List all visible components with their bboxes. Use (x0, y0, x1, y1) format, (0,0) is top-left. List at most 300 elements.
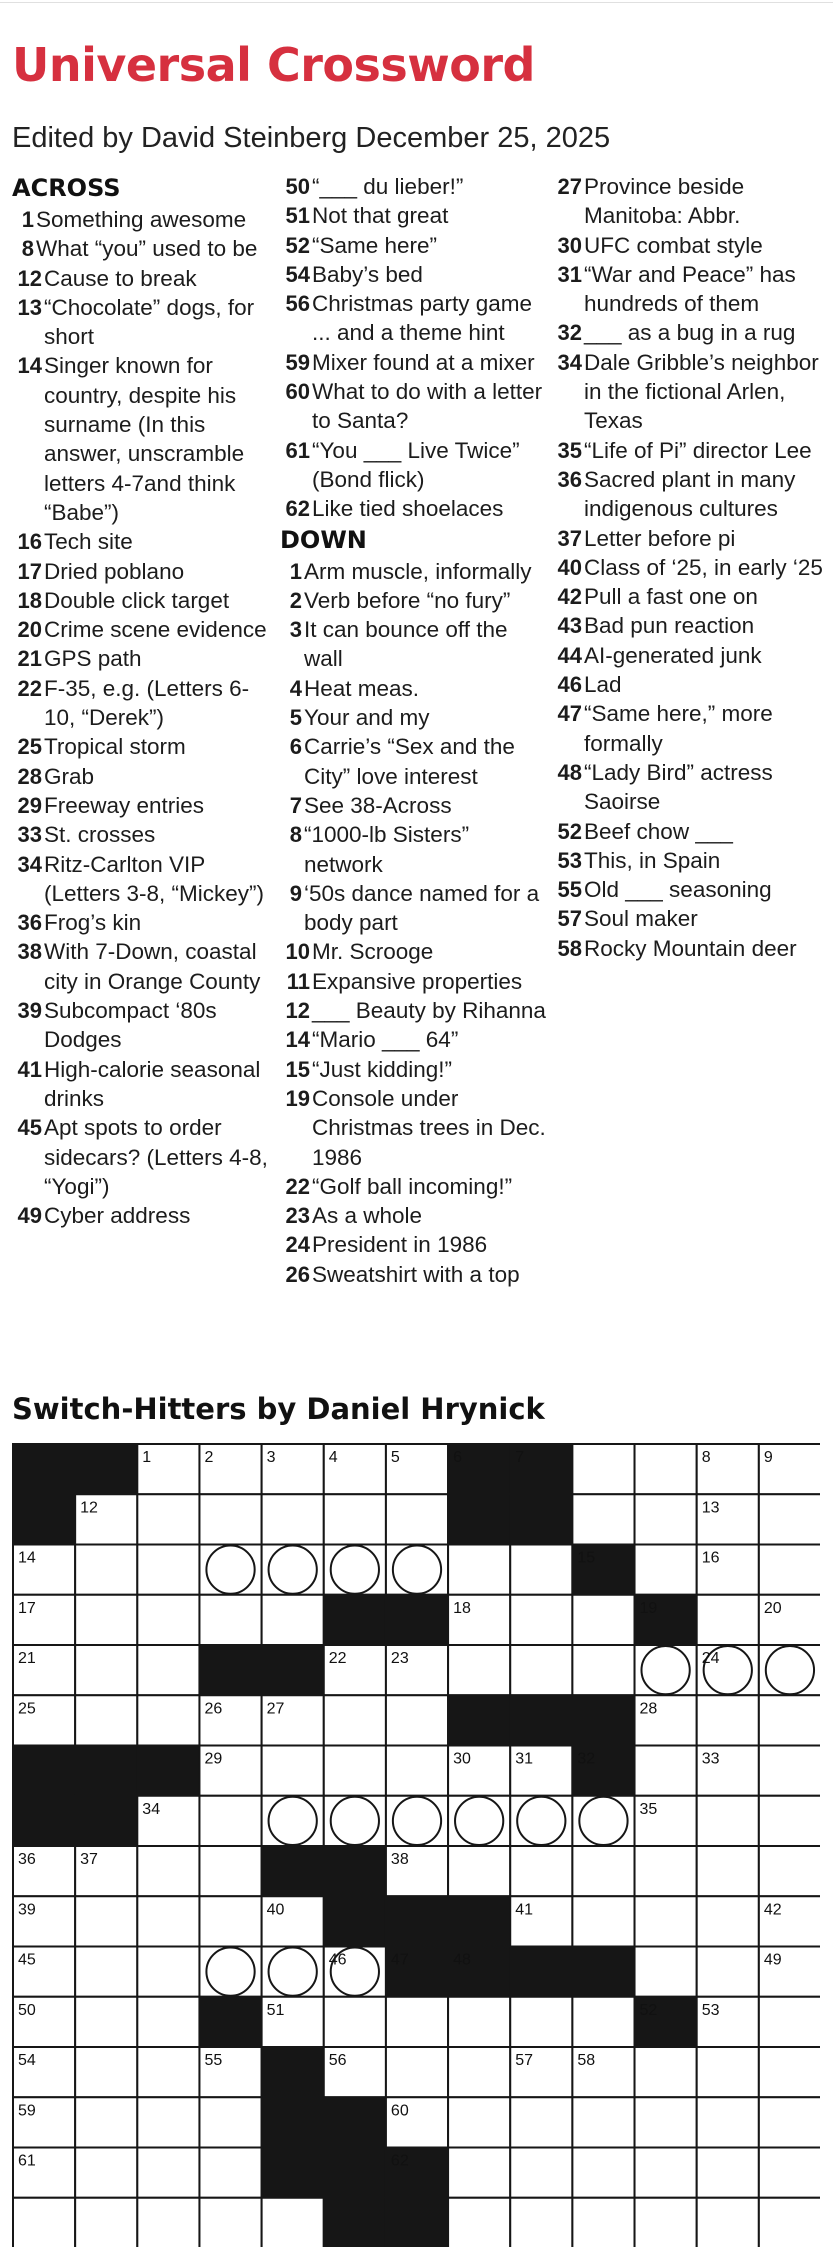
grid-cell[interactable] (635, 2047, 697, 2097)
clue-number: 34 (17, 851, 42, 877)
cell-number: 52 (639, 2001, 658, 2019)
grid-cell[interactable] (759, 2148, 820, 2198)
down-clue[interactable] (280, 674, 552, 703)
grid-cell[interactable] (635, 2148, 697, 2198)
across-clue[interactable] (280, 494, 552, 523)
clue-text: High-calorie seasonal drinks (44, 1056, 261, 1111)
grid-cell[interactable] (697, 2097, 759, 2147)
across-clue[interactable] (12, 996, 280, 1055)
down-clue[interactable] (280, 967, 552, 996)
grid-cell[interactable] (262, 1595, 324, 1645)
clue-text: Mr. Scrooge (312, 939, 434, 965)
across-clue[interactable] (12, 791, 280, 820)
grid-cell[interactable] (759, 1494, 820, 1544)
cell-number: 55 (204, 2052, 223, 2069)
clue-text: Christmas party game ... and a theme hint (312, 291, 533, 346)
grid-cell[interactable] (759, 1796, 820, 1846)
grid-cell[interactable] (697, 1695, 759, 1745)
across-clue[interactable] (12, 264, 280, 293)
down-clue[interactable] (552, 875, 827, 904)
grid-cell[interactable] (635, 1947, 697, 1997)
grid-cell[interactable] (262, 1796, 324, 1846)
grid-cell[interactable] (199, 1545, 261, 1595)
down-clue[interactable] (552, 436, 827, 465)
clue-number: 12 (285, 998, 310, 1024)
clue-number: 14 (285, 1027, 310, 1053)
grid-cell[interactable] (386, 2047, 448, 2097)
grid-cell[interactable] (697, 1896, 759, 1946)
down-clue[interactable] (280, 1172, 552, 1201)
grid-cell[interactable] (137, 1545, 199, 1595)
clue-text: Sweatshirt with a top (312, 1261, 520, 1287)
down-clue[interactable] (552, 553, 827, 582)
down-clue[interactable] (280, 586, 552, 615)
top-divider (0, 2, 833, 3)
clue-number: 35 (557, 437, 582, 463)
clue-number: 39 (17, 998, 42, 1024)
grid-cell[interactable] (386, 1494, 448, 1544)
across-clue[interactable] (280, 348, 552, 377)
grid-cell[interactable] (199, 2148, 261, 2198)
grid-cell[interactable] (137, 1846, 199, 1896)
cell-number: 59 (18, 2102, 36, 2120)
cell-number: 28 (639, 1700, 658, 1718)
clue-number: 41 (17, 1056, 42, 1082)
grid-cell[interactable] (572, 1997, 634, 2047)
grid-cell[interactable] (448, 2047, 510, 2097)
clue-text: Province beside Manitoba: Abbr. (584, 174, 745, 229)
grid-cell[interactable] (635, 1444, 697, 1494)
grid-cell[interactable] (75, 2198, 137, 2247)
down-clue[interactable] (280, 703, 552, 732)
grid-cell[interactable] (759, 1545, 820, 1595)
down-clue[interactable] (552, 465, 827, 524)
down-clue[interactable] (552, 904, 827, 933)
grid-cell[interactable] (572, 2198, 634, 2247)
clue-text: With 7-Down, coastal city in Orange County (44, 939, 261, 994)
clue-number: 23 (285, 1203, 310, 1229)
grid-cell[interactable] (448, 2198, 510, 2247)
grid-cell[interactable] (137, 1997, 199, 2047)
clue-number: 21 (17, 646, 42, 672)
across-clue[interactable] (12, 586, 280, 615)
clue-number: 9 (289, 880, 302, 906)
down-clue[interactable] (552, 348, 827, 436)
clue-text: “___ du lieber!” (312, 174, 464, 199)
clue-text: Arm muscle, informally (304, 558, 532, 584)
grid-cell[interactable] (572, 1796, 634, 1846)
grid-cell[interactable] (572, 1846, 634, 1896)
cell-number: 42 (763, 1901, 782, 1919)
clue-number: 7 (289, 792, 302, 818)
grid-cell[interactable] (75, 1595, 137, 1645)
down-clue[interactable] (280, 996, 552, 1025)
cell-number: 38 (390, 1851, 409, 1868)
down-clue[interactable] (280, 820, 552, 879)
grid-cell[interactable] (510, 1846, 572, 1896)
clue-number: 48 (557, 759, 582, 785)
grid-cell[interactable] (510, 1545, 572, 1595)
across-clue[interactable] (12, 1201, 280, 1230)
grid-cell[interactable] (697, 1796, 759, 1846)
cell-number: 61 (18, 2152, 36, 2170)
cell-number: 14 (18, 1549, 36, 1567)
black-square (386, 1896, 448, 1946)
cell-number: 21 (18, 1650, 36, 1667)
clue-number: 45 (17, 1115, 42, 1141)
grid-cell[interactable] (697, 1846, 759, 1896)
down-clue[interactable] (552, 172, 827, 231)
across-clue[interactable] (280, 377, 552, 436)
grid-cell[interactable] (75, 1896, 137, 1946)
grid-cell[interactable] (324, 1545, 386, 1595)
grid-cell[interactable] (759, 1695, 820, 1745)
cell-number: 30 (453, 1750, 471, 1768)
black-square (13, 1444, 75, 1494)
clue-text: Soul maker (584, 906, 698, 932)
clue-number: 8 (21, 236, 34, 262)
grid-cell[interactable] (199, 1896, 261, 1946)
grid-cell[interactable] (199, 1494, 261, 1544)
down-clue[interactable] (552, 524, 827, 553)
grid-cell[interactable] (448, 2097, 510, 2147)
grid-cell[interactable] (386, 1746, 448, 1796)
grid-cell[interactable] (137, 2047, 199, 2097)
across-clue[interactable] (12, 937, 280, 996)
grid-cell[interactable] (759, 1645, 820, 1695)
clue-number: 43 (557, 613, 582, 639)
clue-number: 55 (557, 877, 582, 903)
grid-cell[interactable] (324, 1494, 386, 1544)
clue-text: Cyber address (44, 1203, 191, 1229)
grid-cell[interactable] (572, 2097, 634, 2147)
grid-cell[interactable] (635, 2198, 697, 2247)
down-clue[interactable] (552, 817, 827, 846)
cell-number: 9 (763, 1449, 773, 1466)
clue-text: ___ as a bug in a rug (584, 320, 796, 346)
across-clue[interactable] (280, 231, 552, 260)
clue-text: Subcompact ‘80s Dodges (44, 998, 217, 1053)
grid-cell[interactable] (75, 2097, 137, 2147)
clue-text: Letter before pi (584, 525, 736, 551)
down-clue[interactable] (552, 670, 827, 699)
grid-cell[interactable] (572, 1494, 634, 1544)
black-square (262, 2047, 324, 2097)
grid-cell[interactable] (199, 1595, 261, 1645)
grid-cell[interactable] (448, 1796, 510, 1846)
clue-text: Grab (44, 763, 95, 789)
clue-number: 58 (557, 935, 582, 961)
grid-cell[interactable] (697, 2198, 759, 2247)
cell-number: 36 (18, 1851, 36, 1868)
grid-cell[interactable] (137, 1494, 199, 1544)
cell-number: 1 (142, 1449, 152, 1466)
across-clue[interactable] (12, 674, 280, 733)
across-clue[interactable] (280, 201, 552, 230)
cell-number: 2 (204, 1449, 214, 1466)
down-clue[interactable] (280, 557, 552, 586)
grid-cell[interactable] (510, 2148, 572, 2198)
down-clue[interactable] (552, 758, 827, 817)
down-clue[interactable] (280, 791, 552, 820)
clue-text: Apt spots to order sidecars? (Letters 4-8, “Yogi”) (44, 1115, 268, 1199)
grid-cell[interactable] (137, 1896, 199, 1946)
grid-cell[interactable] (635, 2097, 697, 2147)
grid-cell[interactable] (635, 1494, 697, 1544)
clue-text: Dale Gribble’s neighbor in the fictional Arlen, Texas (584, 349, 819, 434)
grid-cell[interactable] (386, 1545, 448, 1595)
down-clue[interactable] (552, 260, 827, 319)
down-clue[interactable] (552, 318, 827, 347)
black-square (386, 2198, 448, 2247)
grid-cell[interactable] (386, 1695, 448, 1745)
grid-cell[interactable] (448, 1645, 510, 1695)
down-clue[interactable] (280, 1025, 552, 1054)
clue-number: 57 (557, 906, 582, 932)
clue-text: Tropical storm (44, 734, 186, 760)
grid-cell[interactable] (510, 1796, 572, 1846)
grid-cell[interactable] (448, 1846, 510, 1896)
clue-text: Carrie’s “Sex and the City” love interest (304, 734, 515, 789)
down-clue[interactable] (280, 879, 552, 938)
clue-text: “Lady Bird” actress Saoirse (584, 759, 773, 815)
across-clue[interactable] (12, 1113, 280, 1201)
grid-cell[interactable] (510, 1595, 572, 1645)
grid-cell[interactable] (697, 2047, 759, 2097)
clue-text: Heat meas. (304, 675, 420, 701)
grid-cell[interactable] (75, 1545, 137, 1595)
grid-cell[interactable] (137, 2097, 199, 2147)
grid-cell[interactable] (572, 1896, 634, 1946)
grid-cell[interactable] (324, 1796, 386, 1846)
grid-cell[interactable] (386, 1796, 448, 1846)
down-clue[interactable] (552, 611, 827, 640)
grid-cell[interactable] (199, 2097, 261, 2147)
clue-text: Frog’s kin (44, 910, 142, 936)
clue-text: Lad (584, 672, 622, 698)
cell-number: 26 (204, 1700, 223, 1718)
clue-number: 38 (17, 939, 42, 965)
grid-cell[interactable] (262, 1545, 324, 1595)
black-square (75, 1444, 137, 1494)
grid-cell[interactable] (510, 1997, 572, 2047)
cell-number: 15 (577, 1549, 596, 1567)
down-clue[interactable] (280, 732, 552, 791)
black-square (324, 1846, 386, 1896)
grid-cell[interactable] (572, 1444, 634, 1494)
across-clue[interactable] (12, 557, 280, 586)
cell-number: 22 (328, 1650, 347, 1667)
grid-cell[interactable] (137, 1947, 199, 1997)
clue-text: Tech site (44, 529, 133, 555)
grid-cell[interactable] (75, 1997, 137, 2047)
clue-number: 13 (17, 294, 42, 320)
across-clue[interactable] (280, 436, 552, 495)
clue-number: 51 (285, 203, 310, 229)
cell-number: 41 (515, 1901, 534, 1919)
clue-number: 5 (289, 705, 302, 731)
clue-number: 62 (285, 496, 310, 522)
grid-cell[interactable] (199, 1846, 261, 1896)
down-clue[interactable] (280, 1055, 552, 1084)
grid-cell[interactable] (75, 1947, 137, 1997)
grid-cell[interactable] (13, 2198, 75, 2247)
clue-text: “Mario ___ 64” (312, 1027, 459, 1053)
grid-cell[interactable] (262, 1746, 324, 1796)
grid-cell[interactable] (75, 2148, 137, 2198)
clue-text: “Same here” (312, 232, 438, 258)
cell-number: 3 (266, 1449, 276, 1466)
clue-number: 18 (17, 587, 42, 613)
black-square (510, 1695, 572, 1745)
grid-cell[interactable] (635, 1846, 697, 1896)
grid-cell[interactable] (759, 1846, 820, 1896)
across-clue[interactable] (12, 732, 280, 761)
grid-cell[interactable] (262, 1494, 324, 1544)
across-clue[interactable] (280, 260, 552, 289)
grid-cell[interactable] (697, 1947, 759, 1997)
cell-number: 33 (701, 1750, 720, 1768)
cell-number: 25 (18, 1700, 36, 1718)
cell-number: 48 (453, 1951, 471, 1969)
across-clue[interactable] (12, 644, 280, 673)
clue-number: 59 (285, 349, 310, 375)
clue-text: Like tied shoelaces (312, 496, 504, 522)
grid-cell[interactable] (510, 2097, 572, 2147)
grid-cell[interactable] (324, 1746, 386, 1796)
cell-number: 6 (453, 1449, 462, 1466)
grid-cell[interactable] (572, 2148, 634, 2198)
down-clue[interactable] (552, 699, 827, 758)
across-clue[interactable] (12, 850, 280, 909)
grid-cell[interactable] (759, 1746, 820, 1796)
grid-cell[interactable] (448, 2148, 510, 2198)
across-clue[interactable] (12, 234, 280, 263)
across-clue[interactable] (12, 908, 280, 937)
clue-text: As a whole (312, 1203, 423, 1229)
grid-cell[interactable] (635, 1896, 697, 1946)
grid-cell[interactable] (75, 1645, 137, 1695)
across-clue[interactable] (12, 527, 280, 556)
black-square (324, 1896, 386, 1946)
clue-number: 12 (17, 265, 42, 291)
grid-cell[interactable] (137, 1595, 199, 1645)
grid-cell[interactable] (635, 1545, 697, 1595)
across-clue[interactable] (12, 351, 280, 527)
down-clue[interactable] (552, 846, 827, 875)
grid-cell[interactable] (75, 2047, 137, 2097)
grid-cell[interactable] (697, 2148, 759, 2198)
grid-cell[interactable] (572, 1645, 634, 1695)
clue-number: 22 (17, 675, 42, 701)
grid-cell[interactable] (759, 2097, 820, 2147)
clue-number: 10 (285, 939, 310, 965)
grid-cell[interactable] (137, 2148, 199, 2198)
down-clue[interactable] (552, 582, 827, 611)
clue-number: 27 (557, 174, 582, 199)
grid-cell[interactable] (199, 1796, 261, 1846)
down-clue[interactable] (552, 934, 827, 963)
grid-cell[interactable] (448, 1997, 510, 2047)
black-square (13, 1796, 75, 1846)
grid-cell[interactable] (262, 1947, 324, 1997)
across-clue[interactable] (12, 820, 280, 849)
cell-number: 18 (453, 1599, 471, 1617)
black-square (448, 1695, 510, 1745)
across-clue[interactable] (12, 762, 280, 791)
grid-cell[interactable] (199, 1947, 261, 1997)
grid-cell[interactable] (199, 2198, 261, 2247)
clue-text: “Just kidding!” (312, 1056, 453, 1082)
grid-cell[interactable] (759, 2047, 820, 2097)
clue-number: 34 (557, 349, 582, 375)
down-heading: DOWN (280, 525, 367, 554)
clue-number: 4 (289, 675, 302, 701)
clue-text: ___ Beauty by Rihanna (312, 998, 546, 1024)
grid-cell[interactable] (75, 1695, 137, 1745)
grid-cell[interactable] (448, 1545, 510, 1595)
down-clue[interactable] (280, 1201, 552, 1230)
down-clue[interactable] (280, 1260, 552, 1289)
grid-cell[interactable] (137, 2198, 199, 2247)
grid-cell[interactable] (635, 1645, 697, 1695)
grid-cell[interactable] (759, 2198, 820, 2247)
black-square (75, 1796, 137, 1846)
clue-text: Something awesome (36, 207, 247, 232)
down-clue[interactable] (280, 937, 552, 966)
cell-number: 12 (80, 1499, 98, 1517)
grid-cell[interactable] (324, 1997, 386, 2047)
across-clue[interactable] (12, 1055, 280, 1114)
down-clue[interactable] (280, 1084, 552, 1172)
clue-text: What to do with a letter to Santa? (312, 379, 543, 434)
grid-cell[interactable] (137, 1695, 199, 1745)
down-clue[interactable] (552, 231, 827, 260)
clue-number: 36 (17, 910, 42, 936)
clue-text: Expansive properties (312, 968, 523, 994)
across-clue[interactable] (280, 172, 552, 201)
black-square (262, 1846, 324, 1896)
cell-number: 47 (390, 1951, 409, 1969)
clue-number: 46 (557, 672, 582, 698)
across-clue[interactable] (280, 289, 552, 348)
down-clue[interactable] (280, 615, 552, 674)
grid-cell[interactable] (324, 1695, 386, 1745)
grid-cell[interactable] (510, 2198, 572, 2247)
grid-cell[interactable] (137, 1645, 199, 1695)
cell-number: 50 (18, 2001, 36, 2019)
grid-cell[interactable] (510, 1645, 572, 1695)
across-clue[interactable] (12, 205, 280, 234)
cell-number: 54 (18, 2052, 36, 2069)
down-clue[interactable] (280, 1230, 552, 1259)
grid-cell[interactable] (759, 1997, 820, 2047)
grid-cell[interactable] (386, 1997, 448, 2047)
down-clue[interactable] (552, 641, 827, 670)
grid-cell[interactable] (635, 1746, 697, 1796)
grid-cell[interactable] (697, 1595, 759, 1645)
across-clue[interactable] (12, 293, 280, 352)
crossword-grid[interactable] (12, 1443, 820, 2247)
grid-cell[interactable] (572, 1595, 634, 1645)
clue-text: This, in Spain (584, 847, 721, 873)
grid-cell[interactable] (262, 2198, 324, 2247)
cell-number: 58 (577, 2052, 596, 2069)
cell-number: 45 (18, 1951, 36, 1969)
across-clue[interactable] (12, 615, 280, 644)
clue-number: 44 (557, 642, 582, 668)
cell-number: 62 (390, 2152, 409, 2170)
